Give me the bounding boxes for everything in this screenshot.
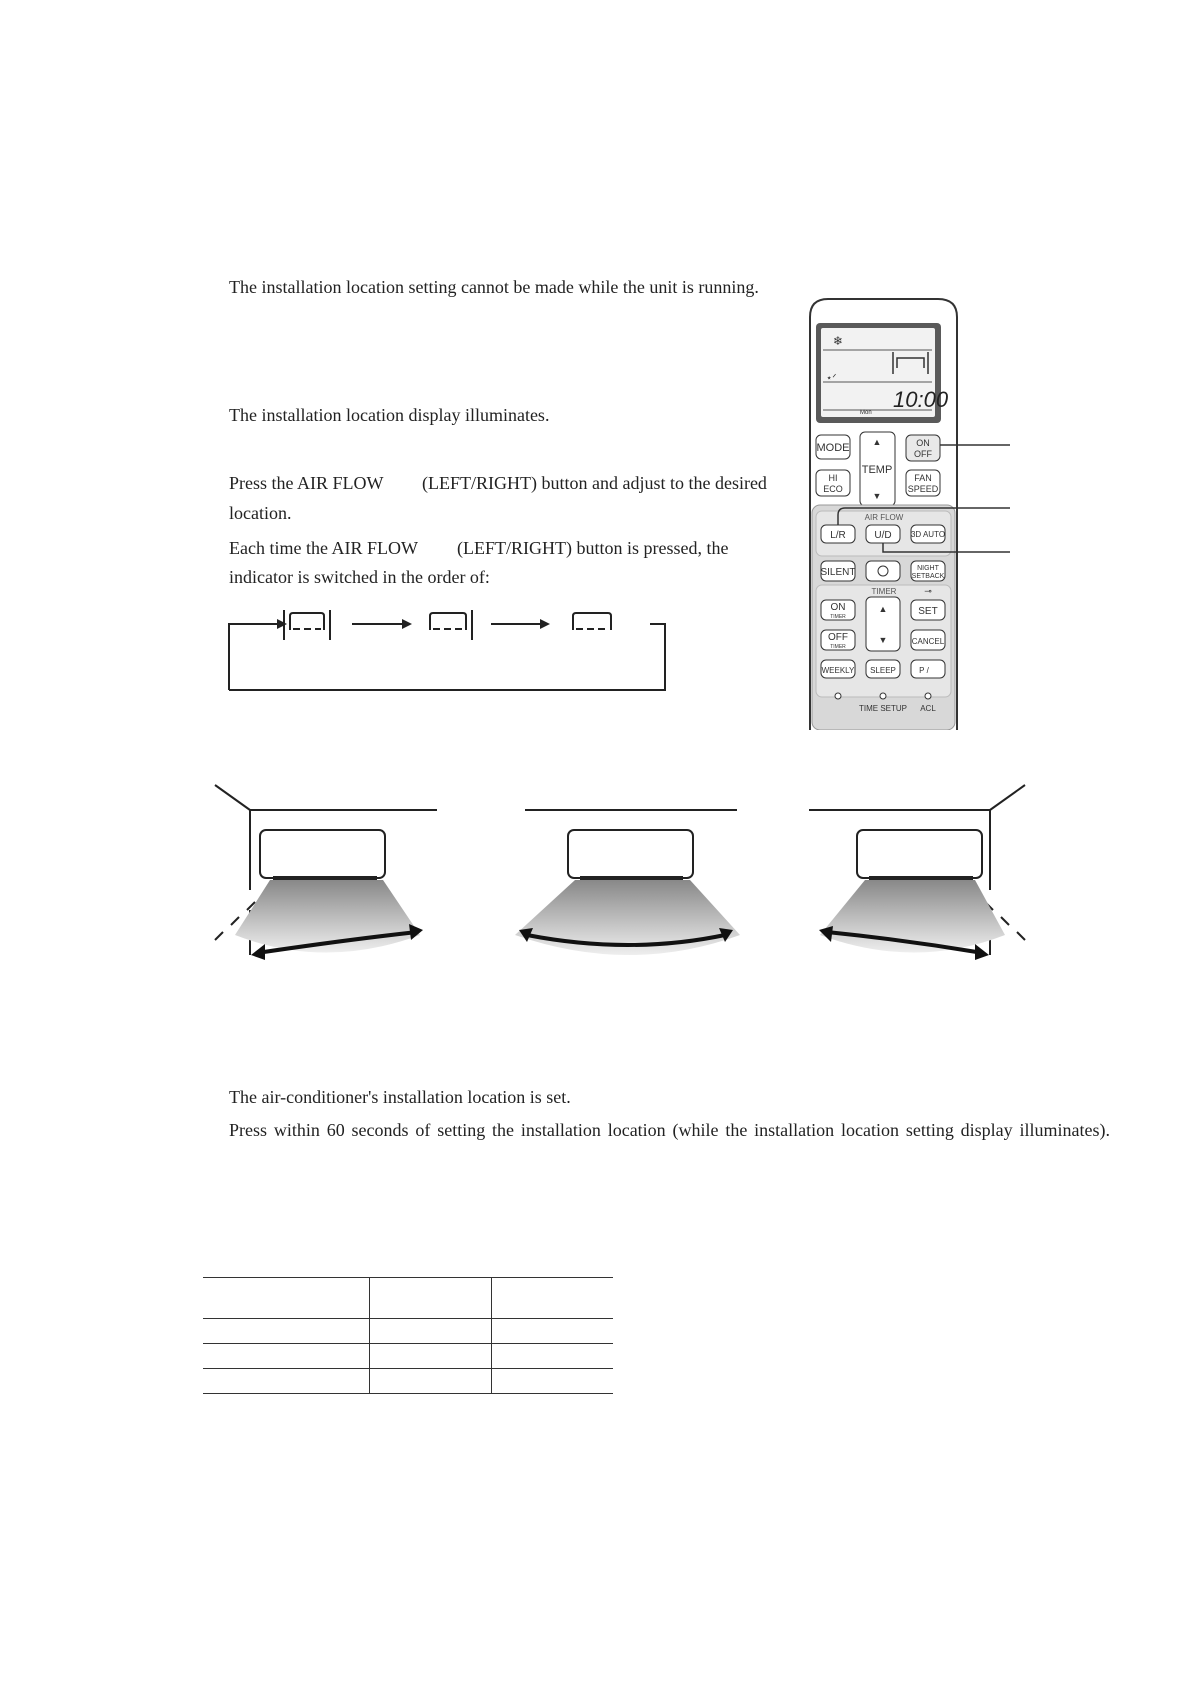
- ud-label: U/D: [874, 530, 892, 541]
- night-label: NIGHT: [917, 565, 939, 572]
- indicator-both-walls-icon: [284, 610, 330, 640]
- press-within-text: Press within 60 seconds of setting the installation location (while the installation location setting display illuminates).: [229, 1120, 1110, 1140]
- lr-label: L/R: [830, 530, 846, 541]
- step-illuminates: The installation location display illuminates.: [229, 405, 550, 425]
- timer-down-icon: ▼: [878, 635, 888, 645]
- indicator-center-icon: [573, 613, 611, 630]
- mode-label: MODE: [816, 442, 850, 454]
- hi-label: HI: [828, 473, 838, 483]
- setback-label: SETBACK: [911, 573, 945, 580]
- display-time: 10:00: [893, 387, 949, 412]
- timer-up-icon: ▲: [878, 604, 888, 614]
- table-row: [203, 1344, 613, 1369]
- air-flow-label: AIR FLOW: [864, 513, 904, 522]
- speed-label: SPEED: [907, 484, 939, 494]
- acl-label: ACL: [920, 704, 936, 713]
- on-timer-label: ON: [830, 602, 846, 613]
- temp-down-icon: ▼: [872, 491, 882, 501]
- settings-table: [203, 1277, 613, 1394]
- 3d-auto-label: 3D AUTO: [910, 530, 946, 539]
- eco-label: ECO: [823, 484, 843, 494]
- time-setup-label: TIME SETUP: [858, 704, 908, 713]
- off-timer-label: OFF: [828, 632, 848, 643]
- remote-control: [800, 295, 1020, 730]
- left-wall-installation: [215, 785, 437, 960]
- note-running: The installation location setting cannot be made while the unit is running.: [229, 277, 759, 297]
- on-label: ON: [916, 438, 930, 448]
- display-day: Mon: [860, 410, 872, 416]
- press-airflow-text-a: Press the AIR FLOW: [229, 473, 384, 493]
- timer-label: TIMER: [871, 587, 897, 596]
- reset-hole-3[interactable]: [925, 693, 931, 699]
- fan-label: FAN: [914, 473, 932, 483]
- off-label: OFF: [914, 449, 932, 459]
- weekly-label: WEEKLY: [821, 666, 855, 675]
- on-timer-sub: TIMER: [830, 614, 846, 620]
- p-label: P /: [919, 666, 929, 675]
- table-row: [203, 1319, 613, 1344]
- swing-icon: ⋆ᐟ: [826, 373, 837, 384]
- cancel-label: CANCEL: [911, 637, 945, 646]
- temp-up-icon: ▲: [872, 437, 882, 447]
- each-time-line2: indicator is switched in the order of:: [229, 567, 490, 587]
- each-time-text-b: (LEFT/RIGHT) button is pressed, the: [457, 538, 729, 558]
- off-timer-sub: TIMER: [830, 644, 846, 650]
- press-airflow-line2: location.: [229, 503, 292, 523]
- location-set-text: The air-conditioner's installation location is set.: [229, 1087, 571, 1107]
- silent-label: SILENT: [820, 567, 856, 578]
- each-time-text-a: Each time the AIR FLOW: [229, 538, 418, 558]
- reset-hole-1[interactable]: [835, 693, 841, 699]
- right-wall-installation: [809, 785, 1025, 960]
- set-label: SET: [918, 606, 938, 617]
- press-airflow-line1: [229, 473, 767, 493]
- table-row: [203, 1369, 613, 1394]
- press-airflow-text-b: (LEFT/RIGHT) button and adjust to the desired: [422, 473, 767, 493]
- center-installation: [515, 810, 740, 955]
- table-header-row: [203, 1278, 613, 1319]
- reset-hole-2[interactable]: [880, 693, 886, 699]
- each-time-line1: [229, 538, 729, 558]
- indicator-cycle-diagram: [225, 600, 675, 695]
- location-illustrations: [205, 780, 1035, 985]
- fan-mode-button[interactable]: [866, 561, 900, 581]
- indicator-right-wall-icon: [430, 610, 472, 640]
- snowflake-icon: ❄: [833, 334, 844, 348]
- sleep-label: SLEEP: [870, 666, 896, 675]
- lock-icon: ⊸: [924, 586, 932, 596]
- temp-label: TEMP: [861, 464, 893, 476]
